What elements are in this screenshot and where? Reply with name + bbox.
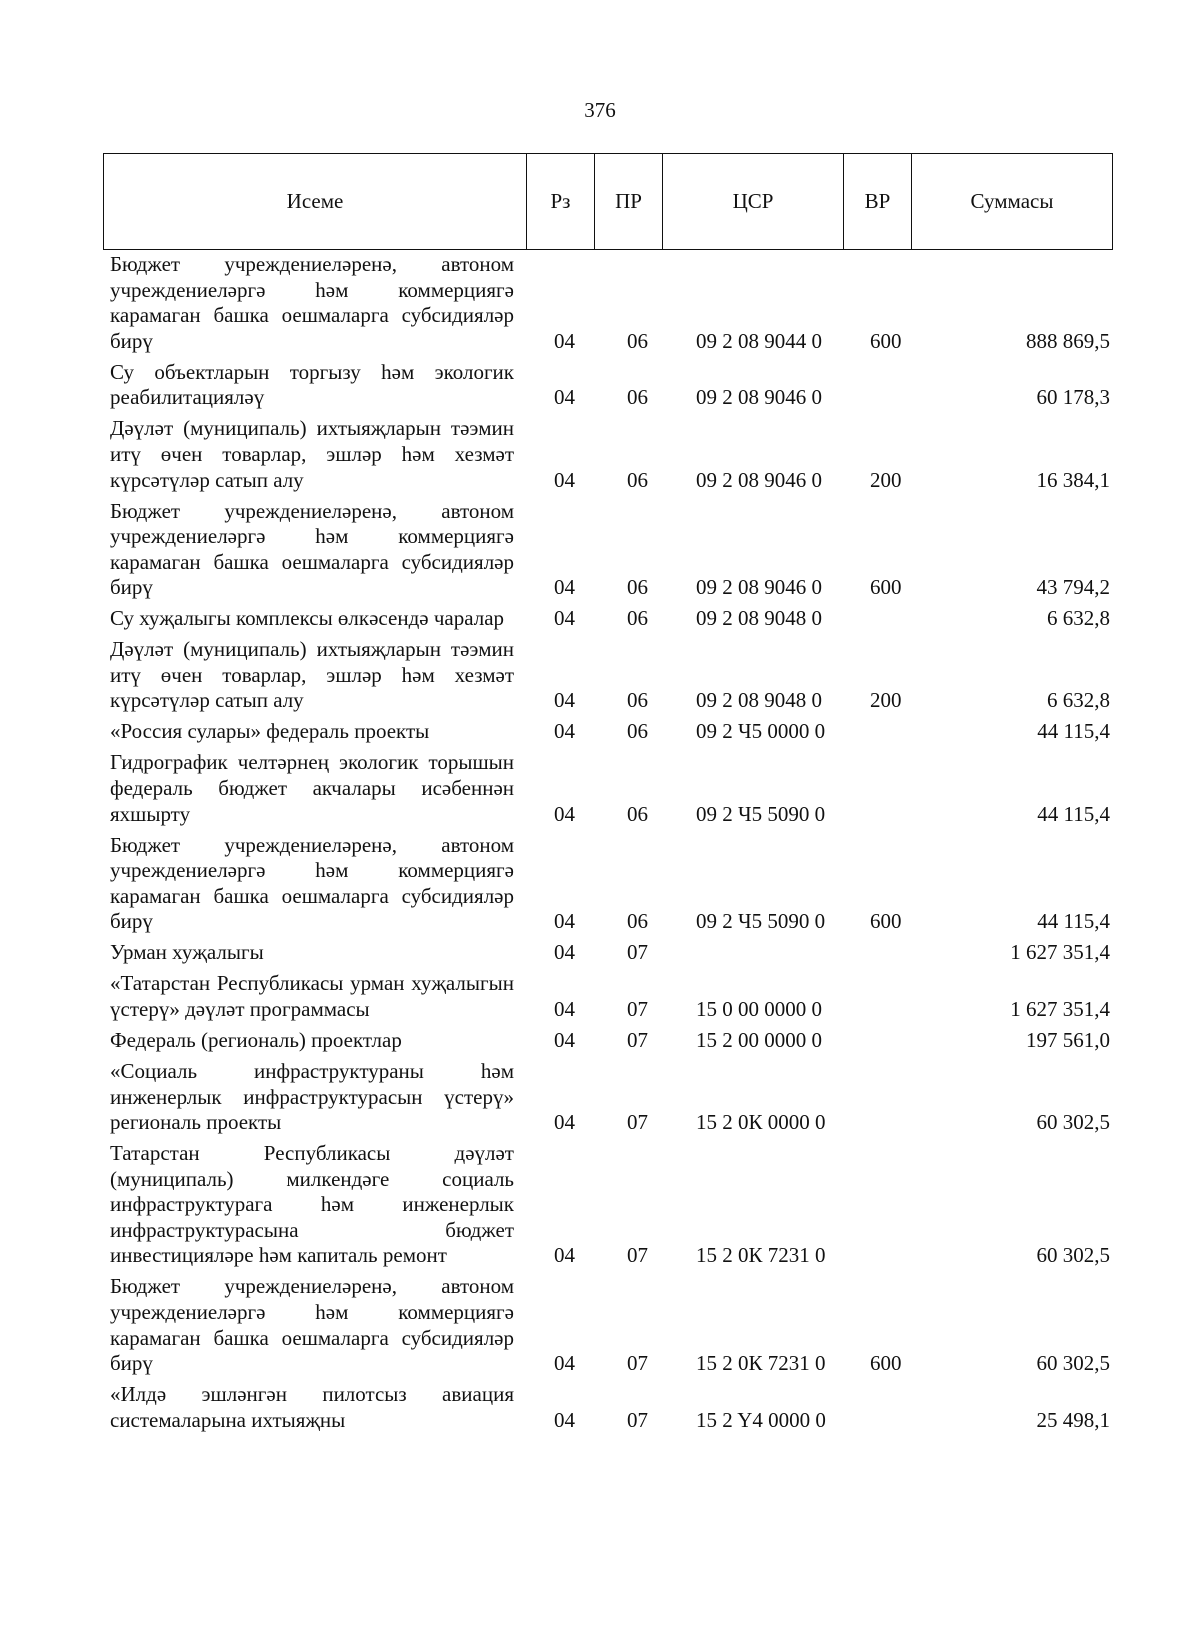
cell-name: Гидрографик челтәрнең экологик торышын федераль бюджет акчалары исәбеннән яхшырту <box>110 750 514 826</box>
cell-rz: 04 <box>554 1407 575 1432</box>
cell-rz: 04 <box>554 328 575 353</box>
cell-name: Бюджет учреждениеләренә, автоном учреждениеләргә һәм коммерциягә карамаган башка оешмаларга субсидияләр бирү <box>110 498 514 600</box>
cell-rz: 04 <box>554 385 575 410</box>
cell-pr: 07 <box>627 1027 648 1052</box>
table-row <box>110 750 1110 827</box>
table-row <box>110 1141 1110 1269</box>
cell-pr: 06 <box>627 909 648 934</box>
cell-sum: 44 115,4 <box>1037 719 1110 744</box>
cell-csr: 09 2 08 9048 0 <box>696 606 822 631</box>
cell-rz: 04 <box>554 1110 575 1135</box>
cell-csr: 09 2 Ч5 5090 0 <box>696 909 826 934</box>
cell-pr: 06 <box>627 385 648 410</box>
page-number: 376 <box>584 98 616 122</box>
cell-rz: 04 <box>554 688 575 713</box>
table-row <box>110 499 1110 601</box>
table-row <box>110 719 1110 745</box>
cell-vr: 600 <box>870 575 902 600</box>
cell-rz: 04 <box>554 1351 575 1376</box>
cell-name: Татарстан Республикасы дәүләт (муниципаль) милкендәге социаль инфраструктурага һәм инженерлык инфраструктурасына бюджет инвестицияләре һәм капиталь ремонт <box>110 1141 514 1268</box>
cell-pr: 06 <box>627 688 648 713</box>
cell-vr: 200 <box>870 688 902 713</box>
header-pr: ПР <box>595 154 663 249</box>
cell-pr: 07 <box>627 1110 648 1135</box>
cell-sum: 60 302,5 <box>1036 1243 1110 1268</box>
cell-sum: 44 115,4 <box>1037 801 1110 826</box>
cell-name: Су объектларын торгызу һәм экологик реабилитацияләү <box>110 359 514 410</box>
cell-csr: 09 2 08 9046 0 <box>696 575 822 600</box>
cell-pr: 06 <box>627 328 648 353</box>
cell-rz: 04 <box>554 1243 575 1268</box>
cell-name: Бюджет учреждениеләренә, автоном учреждениеләргә һәм коммерциягә карамаган башка оешмаларга субсидияләр бирү <box>110 252 514 353</box>
cell-sum: 888 869,5 <box>1026 328 1110 353</box>
cell-rz: 04 <box>554 801 575 826</box>
table-row <box>110 1382 1110 1433</box>
cell-name: Дәүләт (муниципаль) ихтыяҗларын тәэмин итү өчен товарлар, эшләр һәм хезмәт күрсәтүләр сатып алу <box>110 416 514 492</box>
cell-csr: 15 2 0К 7231 0 <box>696 1351 826 1376</box>
cell-name: Дәүләт (муниципаль) ихтыяҗларын тәэмин итү өчен товарлар, эшләр һәм хезмәт күрсәтүләр сатып алу <box>110 637 514 713</box>
cell-sum: 44 115,4 <box>1037 909 1110 934</box>
table-header <box>103 153 1113 250</box>
cell-sum: 60 302,5 <box>1036 1110 1110 1135</box>
cell-pr: 06 <box>627 801 648 826</box>
cell-pr: 06 <box>627 719 648 744</box>
cell-pr: 07 <box>627 1243 648 1268</box>
header-name: Исеме <box>104 154 527 249</box>
cell-name: Урман хуҗалыгы <box>110 940 264 965</box>
cell-sum: 197 561,0 <box>1026 1027 1110 1052</box>
table-row <box>110 416 1110 493</box>
cell-name: «Илдә эшләнгән пилотсыз авиация системаларына ихтыяҗны <box>110 1382 514 1432</box>
cell-vr: 600 <box>870 328 902 353</box>
cell-sum: 43 794,2 <box>1036 575 1110 600</box>
cell-csr: 15 2 Y4 0000 0 <box>696 1407 826 1432</box>
cell-rz: 04 <box>554 940 575 965</box>
cell-pr: 07 <box>627 996 648 1021</box>
cell-csr: 09 2 Ч5 5090 0 <box>696 801 826 826</box>
cell-name: Су хуҗалыгы комплексы өлкәсендә чаралар <box>110 606 505 631</box>
cell-rz: 04 <box>554 467 575 492</box>
table-body <box>110 252 1110 1439</box>
header-csr: ЦСР <box>663 154 844 249</box>
cell-pr: 07 <box>627 1351 648 1376</box>
cell-pr: 06 <box>627 467 648 492</box>
table-row <box>110 833 1110 935</box>
table-row <box>110 1028 1110 1054</box>
cell-rz: 04 <box>554 1027 575 1052</box>
header-vr: ВР <box>844 154 912 249</box>
cell-vr: 200 <box>870 467 902 492</box>
cell-rz: 04 <box>554 909 575 934</box>
header-sum: Суммасы <box>970 189 1054 213</box>
cell-vr: 600 <box>870 909 902 934</box>
cell-csr: 09 2 Ч5 0000 0 <box>696 719 826 744</box>
table-row <box>110 940 1110 966</box>
cell-name: Федераль (региональ) проектлар <box>110 1027 402 1052</box>
cell-csr: 15 2 0К 0000 0 <box>696 1110 826 1135</box>
cell-csr: 15 2 0К 7231 0 <box>696 1243 826 1268</box>
cell-csr: 09 2 08 9046 0 <box>696 467 822 492</box>
cell-sum: 60 178,3 <box>1036 385 1110 410</box>
cell-rz: 04 <box>554 606 575 631</box>
cell-name: «Социаль инфраструктураны һәм инженерлык инфраструктурасын үстерү» региональ проекты <box>110 1058 514 1135</box>
cell-rz: 04 <box>554 575 575 600</box>
cell-rz: 04 <box>554 719 575 744</box>
cell-pr: 06 <box>627 606 648 631</box>
cell-csr: 15 0 00 0000 0 <box>696 996 822 1021</box>
cell-sum: 1 627 351,4 <box>1010 996 1110 1021</box>
cell-csr: 15 2 00 0000 0 <box>696 1027 822 1052</box>
cell-sum: 1 627 351,4 <box>1010 940 1110 965</box>
table-row <box>110 1274 1110 1376</box>
cell-csr: 09 2 08 9046 0 <box>696 385 822 410</box>
cell-sum: 6 632,8 <box>1047 688 1110 713</box>
cell-pr: 07 <box>627 1407 648 1432</box>
cell-rz: 04 <box>554 996 575 1021</box>
table-row <box>110 252 1110 354</box>
cell-name: Бюджет учреждениеләренә, автоном учреждениеләргә һәм коммерциягә карамаган башка оешмаларга субсидияләр бирү <box>110 1274 514 1376</box>
table-row <box>110 606 1110 632</box>
cell-sum: 60 302,5 <box>1036 1351 1110 1376</box>
cell-pr: 06 <box>627 575 648 600</box>
table-row <box>110 637 1110 714</box>
cell-vr: 600 <box>870 1351 902 1376</box>
table-row <box>110 1059 1110 1136</box>
cell-name: «Татарстан Республикасы урман хуҗалыгын үстерү» дәүләт программасы <box>110 971 514 1021</box>
cell-csr: 09 2 08 9048 0 <box>696 688 822 713</box>
header-rz: Рз <box>527 154 595 249</box>
cell-sum: 25 498,1 <box>1036 1407 1110 1432</box>
cell-name: Бюджет учреждениеләренә, автоном учреждениеләргә һәм коммерциягә карамаган башка оешмаларга субсидияләр бирү <box>110 832 514 934</box>
cell-pr: 07 <box>627 940 648 965</box>
cell-sum: 6 632,8 <box>1047 606 1110 631</box>
table-row <box>110 360 1110 411</box>
cell-sum: 16 384,1 <box>1036 467 1110 492</box>
table-row <box>110 971 1110 1022</box>
cell-csr: 09 2 08 9044 0 <box>696 328 822 353</box>
cell-name: «Россия сулары» федераль проекты <box>110 719 430 744</box>
